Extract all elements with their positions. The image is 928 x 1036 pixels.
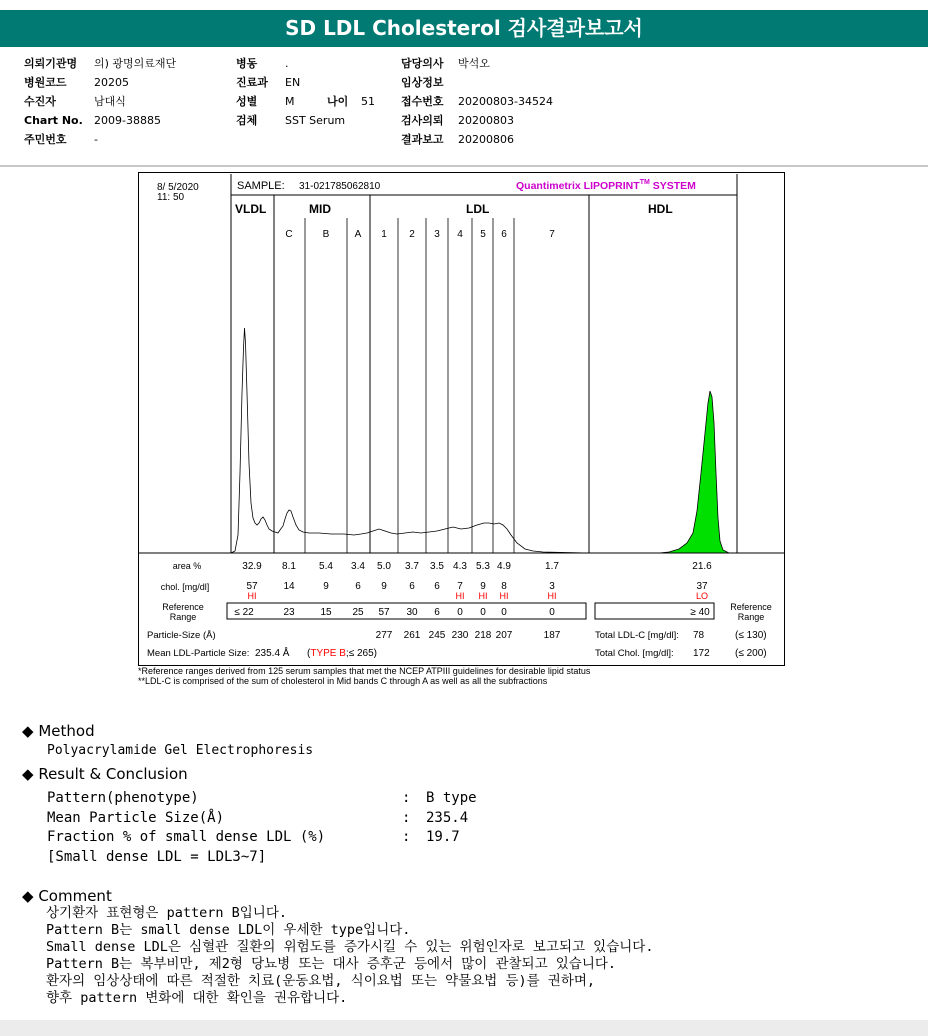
info-row — [236, 111, 375, 130]
particle-size-label: Particle-Size (Å) — [147, 630, 216, 641]
info-row — [24, 92, 176, 111]
result-row: Pattern(phenotype) : B type — [47, 789, 477, 809]
area-values — [242, 561, 712, 572]
report-date: 8/ 5/2020 — [157, 182, 199, 193]
info-row — [401, 73, 553, 92]
info-row — [236, 92, 375, 111]
header-vldl: VLDL — [235, 202, 267, 216]
info-value: 20200803-34524 — [458, 95, 553, 108]
ref-value: 15 — [320, 607, 332, 618]
info-label: 병원코드 — [24, 76, 67, 89]
result-note: [Small dense LDL = LDL3~7] — [47, 848, 267, 865]
comment-line: Small dense LDL은 심혈관 질환의 위험도를 증가시킬 수 있는 위험인자로 보고되고 있습니다. — [46, 939, 654, 955]
ref-label-right-2: Range — [737, 612, 765, 622]
info-col-3 — [401, 54, 553, 149]
area-value: 32.9 — [242, 561, 262, 572]
subheader-7: 7 — [549, 229, 555, 240]
total-ldl-label: Total LDL-C [mg/dl]: — [595, 630, 679, 641]
ref-label-1: Reference — [162, 602, 204, 612]
brand-tm: TM — [639, 179, 650, 186]
info-label: Chart No. — [24, 114, 83, 127]
info-label: 결과보고 — [401, 133, 444, 146]
chol-value: 9 — [381, 581, 387, 592]
chol-flag: HI — [478, 591, 488, 601]
type-ref: ;≤ 265) — [345, 648, 377, 659]
footnote-2: **LDL-C is comprised of the sum of cholesterol in Mid bands C through A as well as all the subfractions — [138, 676, 548, 686]
ref-value: 23 — [283, 607, 295, 618]
info-label: 접수번호 — [401, 95, 444, 108]
ref-label-right-1: Reference — [730, 602, 772, 612]
info-value: 남대식 — [94, 95, 126, 108]
result-label: Fraction % of small dense LDL (%) — [47, 829, 326, 845]
particle-size-value: 218 — [474, 630, 492, 641]
chol-value: 9 — [480, 581, 486, 592]
diamond-icon: ◆ — [22, 765, 34, 783]
info-row — [401, 130, 553, 149]
comment-line: Pattern B는 복부비만, 제2형 당뇨병 또는 대사 증후군 등에서 많이 관찰되고 있습니다. — [46, 956, 617, 972]
info-row — [401, 54, 553, 73]
info-value: . — [285, 57, 289, 70]
total-chol-value: 172 — [693, 648, 710, 659]
info-label: 수진자 — [24, 95, 56, 108]
chol-flag: HI — [455, 591, 465, 601]
subheader-1: 1 — [381, 229, 387, 240]
chol-flag: HI — [499, 591, 509, 601]
diamond-icon: ◆ — [22, 722, 34, 740]
result-section — [22, 765, 477, 867]
info-value: 20200803 — [458, 114, 514, 127]
comment-heading-text: Comment — [38, 887, 112, 905]
particle-size-value: 277 — [375, 630, 393, 641]
area-value: 5.3 — [476, 561, 490, 572]
report-title: SD LDL Cholesterol 검사결과보고서 — [0, 10, 928, 47]
brand-name — [516, 179, 696, 192]
chol-flags — [248, 591, 709, 601]
chol-value: 9 — [323, 581, 329, 592]
subheader-5: 5 — [480, 229, 486, 240]
info-value: SST Serum — [285, 114, 346, 127]
info-row — [401, 92, 553, 111]
footnote-1: *Reference ranges derived from 125 serum samples that met the NCEP ATPIII guidelines for desirable lipid status — [138, 666, 591, 676]
info-value: 20205 — [94, 76, 129, 89]
hdl-chol-flag: LO — [695, 591, 709, 601]
comment-lines — [46, 905, 653, 1007]
subheader-3: 3 — [434, 229, 440, 240]
info-row — [236, 54, 375, 73]
area-value: 5.0 — [377, 561, 391, 572]
area-label: area % — [172, 561, 202, 571]
ref-value: 0 — [457, 607, 463, 618]
particle-size-value: 207 — [495, 630, 513, 641]
info-row — [24, 130, 176, 149]
result-value: B type — [426, 790, 477, 806]
info-label: 병동 — [236, 57, 258, 70]
chol-value: 6 — [409, 581, 415, 592]
info-value: 2009-38885 — [94, 114, 161, 127]
info-value: EN — [285, 76, 301, 89]
sample-label: SAMPLE: — [237, 180, 285, 192]
ref-value: 25 — [352, 607, 364, 618]
chol-flag: HI — [247, 591, 257, 601]
total-chol-ref: (≤ 200) — [735, 648, 767, 659]
info-label: 담당의사 — [401, 57, 444, 70]
lipoprint-report — [138, 172, 785, 666]
mean-type: (TYPE B;≤ 265) — [307, 648, 377, 659]
band-hdl-fill — [659, 391, 729, 553]
hdl-ref-value: ≥ 40 — [690, 607, 710, 618]
footnotes — [138, 666, 590, 686]
header-ldl: LDL — [466, 202, 490, 216]
ref-value: 0 — [549, 607, 555, 618]
particle-size-value: 230 — [451, 630, 469, 641]
particle-size-value: 245 — [428, 630, 446, 641]
chol-value: 8 — [501, 581, 507, 592]
mean-size-value: 235.4 Å — [255, 648, 290, 659]
ref-value: 0 — [480, 607, 486, 618]
result-label: Pattern(phenotype) — [47, 790, 199, 806]
chol-flag: HI — [547, 591, 557, 601]
comment-heading — [22, 887, 653, 905]
info-label: 의뢰기관명 — [24, 57, 78, 70]
chol-value: 57 — [246, 581, 258, 592]
info-value: 박석오 — [458, 57, 490, 70]
ref-value: 6 — [434, 607, 440, 618]
hdl-chol-value: 37 — [696, 581, 708, 592]
lipoprint-graph — [139, 173, 784, 665]
area-value: 3.5 — [430, 561, 444, 572]
area-value: 4.9 — [497, 561, 511, 572]
ref-label-2: Range — [169, 612, 197, 622]
mean-size-label: Mean LDL-Particle Size: — [147, 648, 250, 659]
report-time: 11: 50 — [157, 192, 185, 203]
subheader-labels — [285, 229, 555, 240]
area-value: 4.3 — [453, 561, 467, 572]
method-heading — [22, 722, 313, 740]
info-col-1 — [24, 54, 176, 149]
brand-system: SYSTEM — [649, 180, 696, 192]
info-label: 검체 — [236, 114, 258, 127]
result-heading — [22, 765, 477, 783]
hdl-area-value: 21.6 — [692, 561, 712, 572]
bottom-bar — [0, 1020, 928, 1036]
result-row: Fraction % of small dense LDL (%) : 19.7 — [47, 828, 477, 848]
brand-text: Quantimetrix LIPOPRINT — [516, 180, 640, 192]
ref-value: 30 — [406, 607, 418, 618]
subheader-4: 4 — [457, 229, 463, 240]
info-label: 주민번호 — [24, 133, 67, 146]
particle-size-value: 261 — [403, 630, 421, 641]
result-label: Mean Particle Size(Å) — [47, 809, 225, 826]
info-value: - — [94, 133, 98, 146]
total-ldl-ref: (≤ 130) — [735, 630, 767, 641]
chol-value: 14 — [283, 581, 295, 592]
result-value: 235.4 — [426, 809, 469, 826]
result-value: 19.7 — [426, 829, 460, 845]
result-heading-text: Result & Conclusion — [38, 765, 188, 783]
total-chol-label: Total Chol. [mg/dl]: — [595, 648, 674, 659]
profile-outline — [231, 328, 589, 553]
particle-size-values — [376, 630, 561, 641]
sample-id: 31-021785062810 — [299, 181, 381, 192]
info-row — [401, 111, 553, 130]
subheader-c: C — [285, 229, 293, 240]
info-row — [24, 73, 176, 92]
ref-value: 0 — [501, 607, 507, 618]
chol-value: 6 — [355, 581, 361, 592]
ref-value: 57 — [378, 607, 390, 618]
info-label: 진료과 — [236, 76, 268, 89]
header-hdl: HDL — [648, 202, 673, 216]
info-row — [236, 73, 375, 92]
area-value: 3.4 — [351, 561, 365, 572]
age-label: 나이 — [327, 95, 349, 108]
info-value: 의) 광명의료재단 — [94, 57, 177, 70]
comment-line: Pattern B는 small dense LDL이 우세한 type입니다. — [46, 922, 411, 938]
info-value: M — [285, 95, 295, 108]
chol-values — [246, 581, 708, 592]
subheader-2: 2 — [409, 229, 415, 240]
result-rows — [47, 789, 477, 867]
info-label: 검사의뢰 — [401, 114, 444, 127]
area-value: 8.1 — [282, 561, 296, 572]
info-label: 성별 — [236, 95, 258, 108]
subheader-a: A — [354, 229, 362, 240]
subheader-b: B — [322, 229, 330, 240]
chol-value: 6 — [434, 581, 440, 592]
age-value: 51 — [361, 95, 375, 108]
method-text: Polyacrylamide Gel Electrophoresis — [47, 743, 314, 758]
info-label: 임상정보 — [401, 76, 444, 89]
type-text: TYPE B — [310, 648, 346, 659]
diamond-icon: ◆ — [22, 887, 34, 905]
total-ldl-value: 78 — [693, 630, 705, 641]
result-row: Mean Particle Size(Å) : 235.4 — [47, 809, 477, 829]
comment-line: 향후 pattern 변화에 대한 확인을 권유합니다. — [46, 990, 348, 1006]
header-separator — [0, 165, 928, 167]
chol-value: 7 — [457, 581, 463, 592]
subheader-6: 6 — [501, 229, 507, 240]
info-col-2 — [236, 54, 375, 130]
ref-value: ≤ 22 — [234, 607, 254, 618]
particle-size-value: 187 — [543, 630, 561, 641]
method-section — [22, 722, 313, 758]
header-mid: MID — [309, 202, 331, 216]
method-heading-text: Method — [38, 722, 95, 740]
comment-section — [22, 887, 653, 1007]
ref-values — [234, 607, 710, 618]
area-value: 3.7 — [405, 561, 419, 572]
area-value: 5.4 — [319, 561, 333, 572]
info-row — [24, 54, 176, 73]
area-value: 1.7 — [545, 561, 559, 572]
chol-label: chol. [mg/dl] — [160, 582, 210, 592]
info-value: 20200806 — [458, 133, 514, 146]
comment-line: 상기환자 표현형은 pattern B입니다. — [46, 905, 287, 921]
chol-value: 3 — [549, 581, 555, 592]
comment-line: 환자의 임상상태에 따른 적절한 치료(운동요법, 식이요법 또는 약물요법 등)를 권하며, — [46, 973, 596, 989]
info-row — [24, 111, 176, 130]
